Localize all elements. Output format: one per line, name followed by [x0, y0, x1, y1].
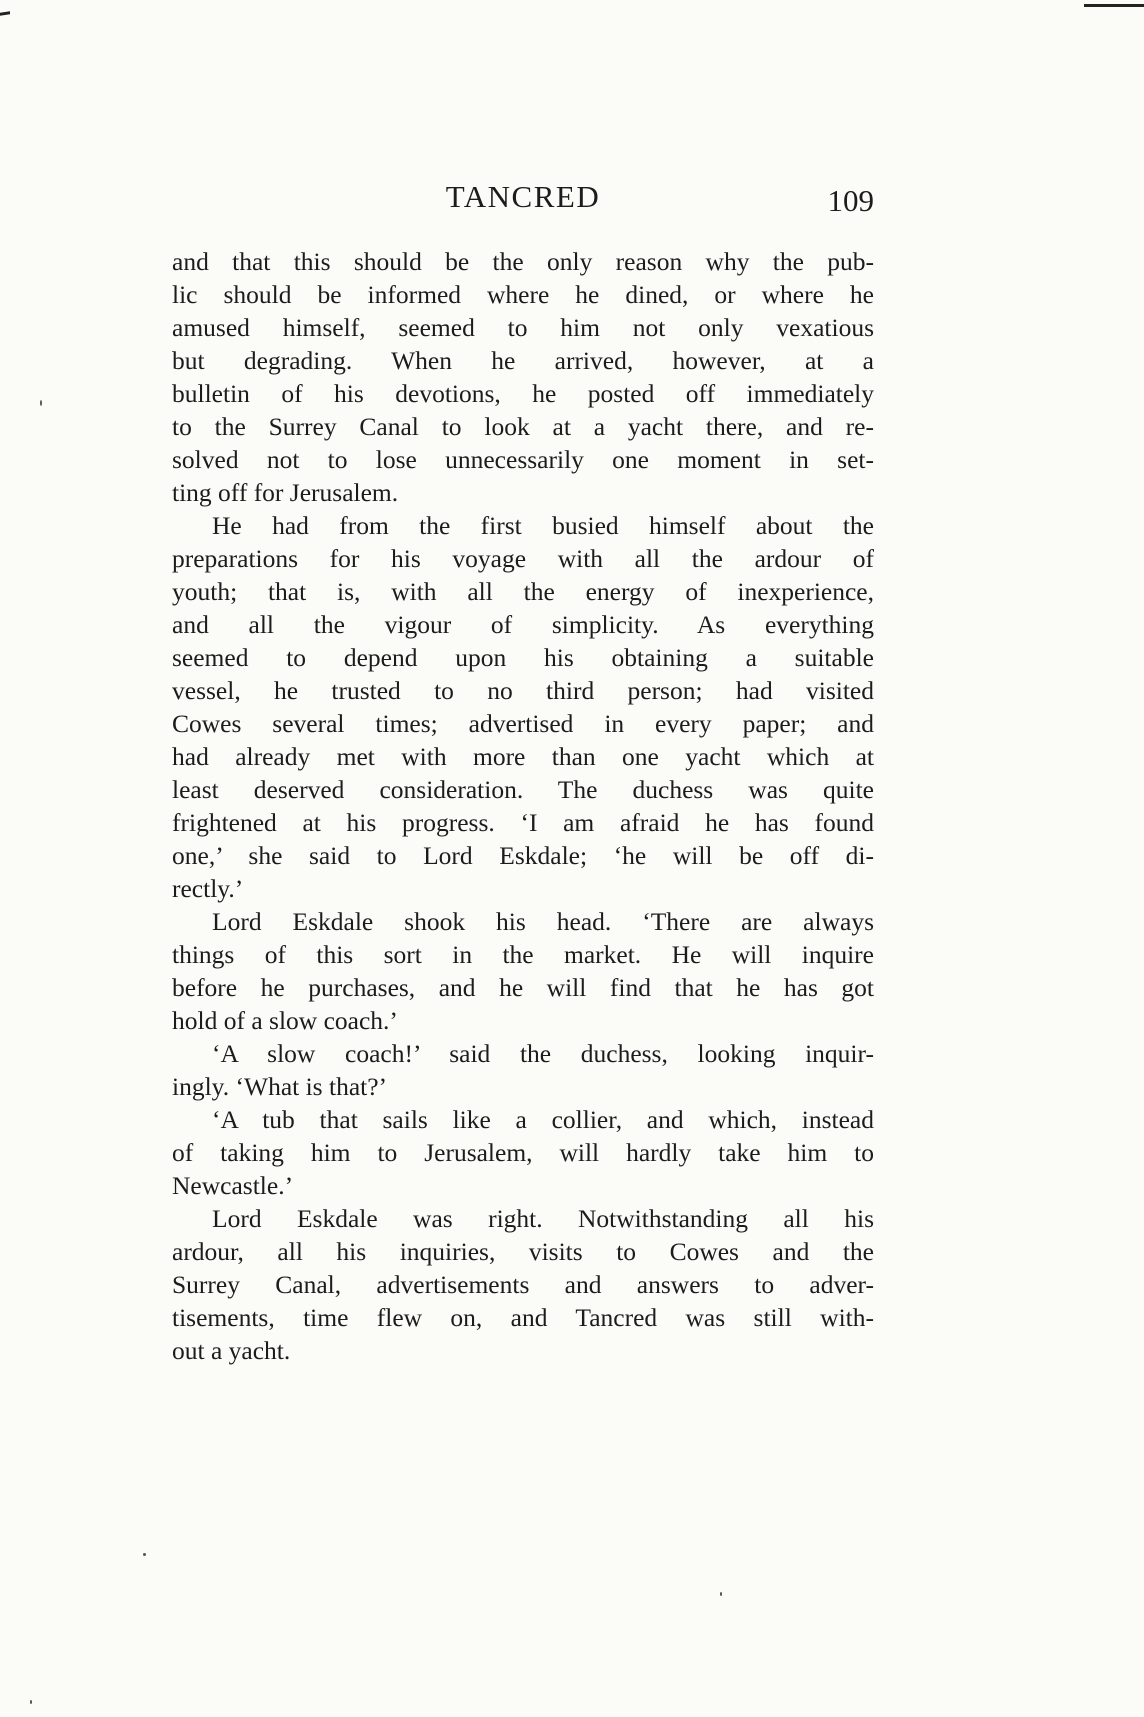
text-line: and all the vigour of simplicity. As everything: [172, 610, 874, 639]
paragraph: [172, 509, 874, 905]
scan-edge-mark: [1084, 4, 1144, 7]
text-line: of taking him to Jerusalem, will hardly take him to: [172, 1138, 874, 1167]
text-line: things of this sort in the market. He will inquire: [172, 940, 874, 969]
text-line: least deserved consideration. The duchess was quite: [172, 775, 874, 804]
text-line: He had from the first busied himself about the: [212, 511, 874, 540]
text-line: tisements, time flew on, and Tancred was still with-: [172, 1303, 874, 1332]
paragraph: [172, 1037, 874, 1103]
text-line: seemed to depend upon his obtaining a suitable: [172, 643, 874, 672]
text-line: had already met with more than one yacht which at: [172, 742, 874, 771]
text-line: out a yacht.: [172, 1336, 291, 1365]
text-line: ardour, all his inquiries, visits to Cowes and the: [172, 1237, 874, 1266]
paragraph: [172, 905, 874, 1037]
text-line: ‘A tub that sails like a collier, and which, instead: [212, 1105, 874, 1134]
text-line: bulletin of his devotions, he posted off immediately: [172, 379, 874, 408]
text-line: vessel, he trusted to no third person; had visited: [172, 676, 874, 705]
paragraph: [172, 245, 874, 509]
text-line: one,’ she said to Lord Eskdale; ‘he will be off di-: [172, 841, 874, 870]
body-text: [172, 245, 874, 1367]
text-line: ‘A slow coach!’ said the duchess, looking inquir-: [212, 1039, 874, 1068]
scan-edge-mark: [0, 11, 10, 15]
text-line: Lord Eskdale was right. Notwithstanding all his: [212, 1204, 874, 1233]
text-line: solved not to lose unnecessarily one moment in set-: [172, 445, 874, 474]
scan-speck: [720, 1592, 722, 1596]
running-title: TANCRED: [445, 179, 601, 214]
text-line: preparations for his voyage with all the ardour of: [172, 544, 874, 573]
text-line: youth; that is, with all the energy of inexperience,: [172, 577, 874, 606]
text-line: Lord Eskdale shook his head. ‘There are always: [212, 907, 874, 936]
text-line: rectly.’: [172, 874, 244, 903]
scan-speck: [143, 1553, 146, 1556]
page-number: 109: [827, 183, 874, 218]
text-line: before he purchases, and he will find that he has got: [172, 973, 874, 1002]
text-line: amused himself, seemed to him not only vexatious: [172, 313, 874, 342]
text-line: Surrey Canal, advertisements and answers to adver-: [172, 1270, 874, 1299]
text-line: and that this should be the only reason why the pub-: [172, 247, 874, 276]
text-line: ting off for Jerusalem.: [172, 478, 399, 507]
text-line: Newcastle.’: [172, 1171, 294, 1200]
text-line: ingly. ‘What is that?’: [172, 1072, 388, 1101]
text-line: hold of a slow coach.’: [172, 1006, 398, 1035]
scan-speck: [30, 1700, 32, 1704]
text-line: to the Surrey Canal to look at a yacht there, and re-: [172, 412, 874, 441]
text-line: frightened at his progress. ‘I am afraid he has found: [172, 808, 874, 837]
paragraph: [172, 1202, 874, 1367]
running-header: [172, 172, 874, 222]
paragraph: [172, 1103, 874, 1202]
text-line: lic should be informed where he dined, or where he: [172, 280, 874, 309]
text-line: but degrading. When he arrived, however, at a: [172, 346, 874, 375]
scan-speck: [40, 400, 42, 406]
text-line: Cowes several times; advertised in every paper; and: [172, 709, 874, 738]
